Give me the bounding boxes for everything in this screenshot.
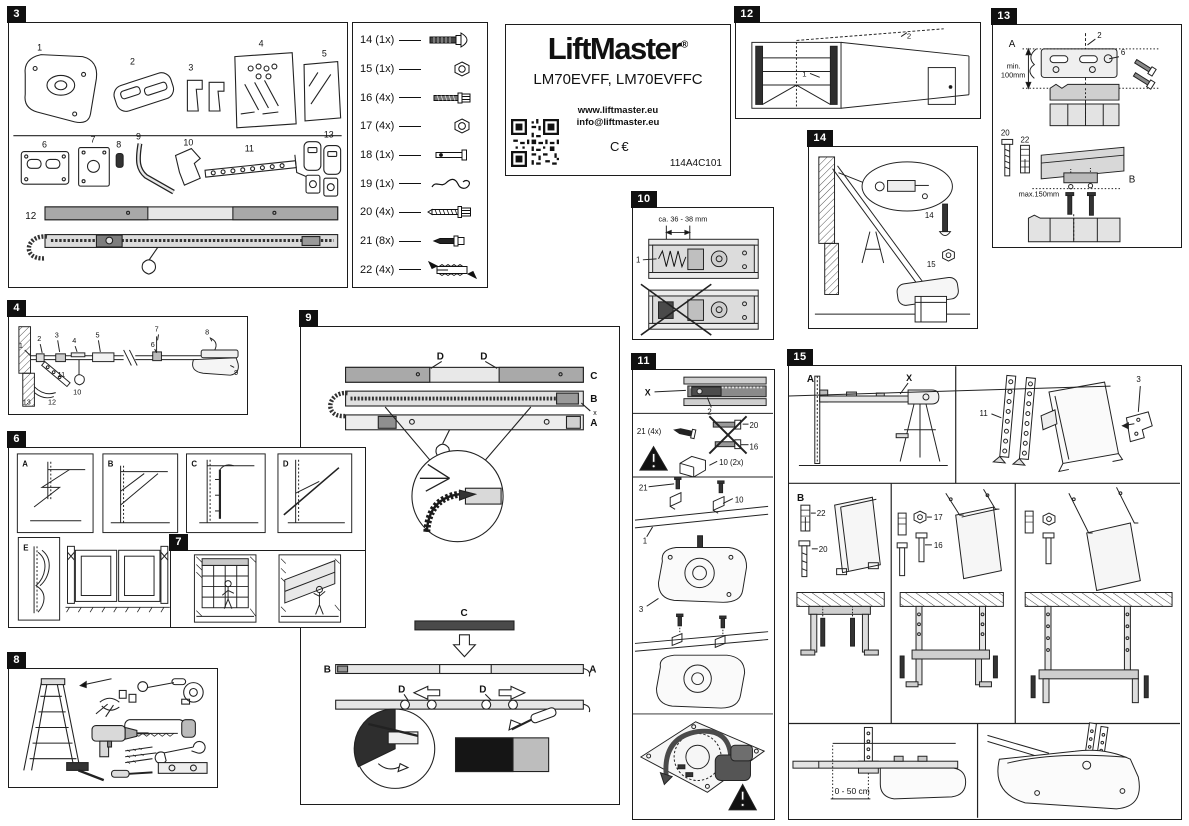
- part-8-label: 8: [116, 139, 122, 150]
- fastener-row-19: [360, 169, 480, 198]
- label-21: 21: [638, 483, 648, 493]
- leader-line: [399, 183, 421, 184]
- carriage-bolt-icon: [426, 31, 480, 49]
- email-text: info@liftmaster.eu: [576, 117, 660, 129]
- wall-anchor-icon: [426, 261, 480, 279]
- panel-garage-overview: [735, 8, 981, 119]
- panel-10-tag: 10: [631, 191, 656, 208]
- label-22: 22: [816, 509, 826, 519]
- label-b: B: [590, 394, 598, 406]
- label-2: 2: [1097, 31, 1102, 41]
- label-13: 13: [22, 397, 31, 407]
- label-2: 2: [906, 31, 912, 41]
- label-5: 5: [95, 330, 100, 340]
- panel-rail-to-wall: [808, 132, 978, 329]
- label-10: 10: [734, 495, 744, 505]
- fastener-19-label: 19 (1x): [360, 177, 395, 190]
- qr-code: [511, 119, 559, 167]
- panel-4-tag: 4: [7, 300, 26, 317]
- max-dimension: max.150mm: [1018, 189, 1060, 199]
- panel-8-tag: 8: [7, 652, 26, 669]
- installed-overview-illustration: [9, 317, 246, 413]
- ring-fastener-icon: [426, 175, 480, 193]
- fastener-16-label: 16 (4x): [360, 91, 395, 104]
- label-1: 1: [18, 341, 23, 351]
- part-3-label: 3: [188, 62, 194, 73]
- label-b: B: [1128, 174, 1136, 186]
- document-number: 114A4C101: [669, 158, 722, 169]
- label-d4: D: [479, 684, 487, 696]
- leader-line: [399, 269, 421, 270]
- hex-nut-icon: [426, 60, 480, 78]
- label-2: 2: [707, 407, 712, 417]
- variant-b-label: B: [107, 459, 114, 469]
- website-text: www.liftmaster.eu: [577, 105, 659, 116]
- box-contents-illustration: [9, 23, 346, 286]
- rail-to-wall-illustration: [809, 147, 976, 327]
- label-d3: D: [398, 684, 406, 696]
- ce-mark: C€: [610, 139, 631, 154]
- panel-ceiling-mounting: [788, 351, 1182, 820]
- label-20: 20: [818, 544, 828, 554]
- fastener-row-17: [360, 112, 480, 141]
- label-10: 10: [73, 387, 82, 397]
- label-d2: D: [480, 351, 488, 363]
- fastener-row-18: [360, 141, 480, 170]
- self-tapping-screw-icon: [426, 232, 480, 250]
- panel-spring-tension: [632, 193, 774, 340]
- fastener-row-16: [360, 83, 480, 112]
- part-13-label: 13: [323, 129, 334, 140]
- fastener-row-22: [360, 255, 480, 284]
- variant-c-label: C: [191, 459, 198, 469]
- header-bracket-illustration: [993, 25, 1180, 246]
- panel-11-tag: 11: [631, 353, 656, 370]
- part-10-label: 10: [183, 137, 194, 148]
- leader-line: [399, 97, 421, 98]
- label-a2: A: [589, 664, 597, 676]
- label-3: 3: [1136, 375, 1141, 385]
- panel-header-bracket: [992, 10, 1182, 248]
- label-1: 1: [802, 69, 807, 79]
- label-20: 20: [1000, 128, 1010, 138]
- label-a: A: [590, 417, 598, 429]
- panel-6-tag: 6: [7, 431, 26, 448]
- variant-d-label: D: [282, 459, 289, 469]
- panel-installed-overview: [8, 302, 248, 415]
- label-11: 11: [979, 408, 988, 418]
- hex-nut-icon: [426, 117, 480, 135]
- fastener-15-label: 15 (1x): [360, 63, 395, 75]
- min-dimension-2: 100mm: [1000, 70, 1026, 80]
- part-5-label: 5: [321, 48, 327, 59]
- label-c2: C: [460, 608, 468, 620]
- label-22: 22: [1020, 135, 1030, 145]
- spring-tension-illustration: [633, 208, 772, 338]
- label-6: 6: [150, 340, 155, 350]
- panel-required-tools: [8, 654, 218, 788]
- panel-door-examples: [170, 536, 366, 628]
- panel-3-tag: 3: [7, 6, 26, 23]
- ceiling-mounting-illustration: [789, 366, 1180, 818]
- lag-screw-icon: [426, 203, 480, 221]
- label-3: 3: [54, 330, 59, 340]
- label-1: 1: [636, 255, 641, 265]
- fastener-14-label: 14 (1x): [360, 34, 395, 47]
- label-b: B: [796, 493, 805, 505]
- label-11: 11: [57, 370, 66, 380]
- panel-fastener-list: [352, 22, 488, 288]
- leader-line: [399, 40, 421, 41]
- part-9-label: 9: [135, 131, 141, 142]
- label-d1: D: [436, 351, 444, 363]
- fastener-row-21: [360, 227, 480, 256]
- label-14: 14: [924, 210, 934, 220]
- fastener-row-15: [360, 55, 480, 84]
- part-6-label: 6: [42, 139, 47, 150]
- brand-name: LiftMaster: [547, 31, 681, 66]
- panel-13-tag: 13: [991, 8, 1016, 25]
- label-x: X: [644, 387, 651, 398]
- fastener-18-label: 18 (1x): [360, 149, 395, 162]
- registered-mark: ®: [680, 39, 689, 51]
- label-x: X: [906, 373, 913, 384]
- garage-interior-illustration: [736, 23, 979, 117]
- panel-14-tag: 14: [807, 130, 832, 147]
- model-numbers: LM70EVFF, LM70EVFFC: [533, 71, 703, 88]
- label-21-4x: 21 (4x): [636, 426, 662, 436]
- part-7-label: 7: [90, 134, 96, 145]
- label-8: 8: [205, 327, 210, 337]
- part-1-label: 1: [37, 42, 43, 53]
- label-17: 17: [933, 513, 943, 523]
- leader-line: [399, 69, 421, 70]
- leader-line: [399, 212, 421, 213]
- panel-15-tag: 15: [787, 349, 812, 366]
- brand-logo: [506, 31, 730, 67]
- panel-7-tag: 7: [169, 534, 188, 551]
- height-dimension: 0 - 50 cm: [834, 785, 870, 796]
- leader-line: [399, 126, 421, 127]
- fastener-row-20: [360, 198, 480, 227]
- fastener-20-label: 20 (4x): [360, 206, 395, 219]
- part-11-label: 11: [244, 143, 254, 154]
- clevis-pin-icon: [426, 146, 480, 164]
- label-20: 20: [749, 421, 759, 431]
- label-3: 3: [638, 605, 644, 615]
- label-1: 1: [642, 536, 648, 546]
- spring-dimension: ca. 36 - 38 mm: [658, 214, 708, 224]
- panel-motor-mounting: [632, 355, 775, 820]
- panel-12-tag: 12: [734, 6, 759, 23]
- tools-illustration: [9, 669, 216, 786]
- label-c: C: [590, 371, 598, 383]
- fastener-22-label: 22 (4x): [360, 263, 395, 276]
- label-a: A: [806, 374, 815, 386]
- leader-line: [399, 241, 421, 242]
- part-12-label: 12: [25, 210, 37, 222]
- leader-line: [399, 155, 421, 156]
- label-9: 9: [234, 368, 239, 378]
- label-16: 16: [933, 540, 943, 550]
- panel-9-tag: 9: [299, 310, 318, 327]
- label-x: x: [593, 409, 597, 417]
- variant-e-label: E: [23, 543, 29, 553]
- label-16: 16: [749, 442, 759, 452]
- label-7: 7: [154, 324, 159, 334]
- hex-bolt-icon: [426, 89, 480, 107]
- panel-box-contents: [8, 8, 348, 288]
- part-4-label: 4: [258, 38, 264, 49]
- part-2-label: 2: [130, 56, 135, 67]
- label-6: 6: [1120, 47, 1126, 57]
- label-b2: B: [323, 664, 331, 676]
- fastener-21-label: 21 (8x): [360, 235, 395, 248]
- label-2: 2: [37, 334, 42, 344]
- label-12: 12: [47, 397, 57, 407]
- door-examples-illustration: [171, 551, 364, 626]
- label-15: 15: [926, 259, 936, 269]
- label-a: A: [1008, 38, 1016, 50]
- label-4: 4: [72, 336, 77, 346]
- min-dimension-1: min.: [1006, 61, 1021, 71]
- label-10-2x: 10 (2x): [719, 458, 744, 468]
- fastener-17-label: 17 (4x): [360, 120, 395, 133]
- fastener-row-14: [360, 26, 480, 55]
- title-block: [505, 24, 731, 176]
- variant-a-label: A: [22, 459, 28, 469]
- motor-mounting-illustration: [633, 370, 773, 818]
